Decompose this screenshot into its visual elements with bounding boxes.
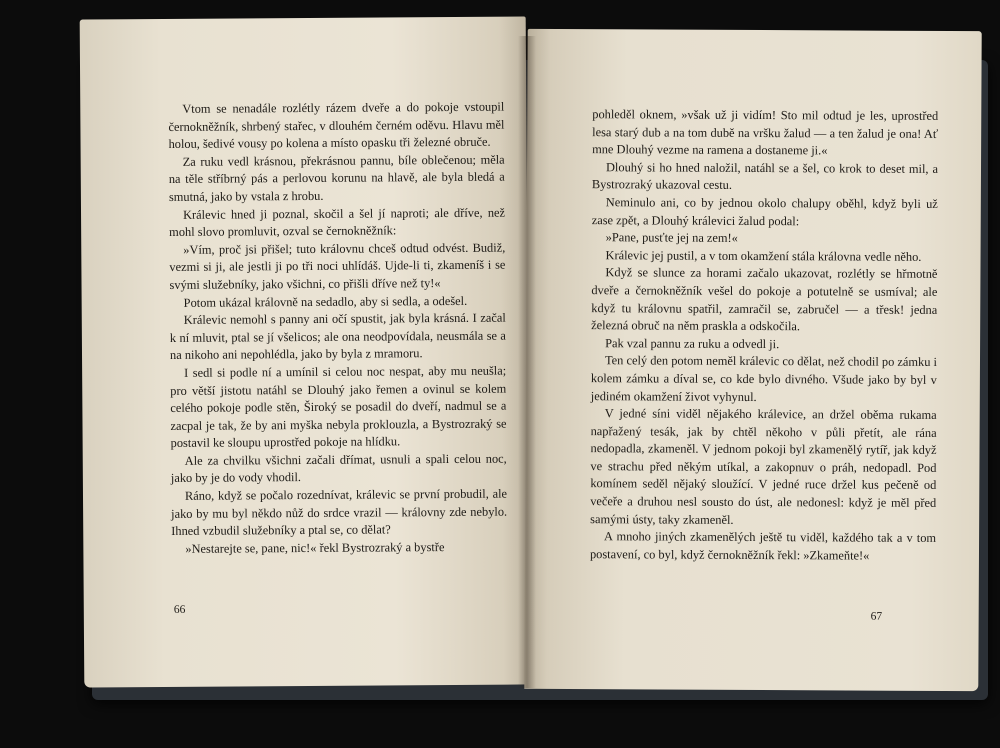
paragraph: »Pane, pusťte jej na zem!«	[605, 230, 738, 246]
book-gutter	[518, 36, 536, 688]
paragraph: Když se slunce za horami začalo ukazovat, rozlétly se hřmotně dveře a černokněžník vešel do pokoje a potutelně se usmíval; ale když tu královnu spatřil, zamračil se, zabručel — a třesk! jedna železná obruč na něm praskla a odskočila.	[591, 265, 938, 334]
paragraph: Králevic jej pustil, a v tom okamžení stála královna vedle něho.	[605, 247, 922, 264]
paragraph: Ráno, když se počalo rozednívat, králevic se první probudil, ale jako by mu byl někdo nůž do srdce vrazil — královny zde nebylo. Ihned vzbudil služebníky a ptal se, co dělat?	[171, 486, 508, 539]
page-number-right: 67	[870, 610, 883, 623]
paragraph: Potom ukázal královně na sedadlo, aby si sedla, a odešel.	[183, 293, 468, 310]
paragraph: Králevic nemohl s panny ani očí spustit, jak byla krásná. I začal k ní mluvit, ptal se jí všelicos; ale ona neodpovídala, neusmála se a na nikoho ani nepohlédla, jako by byla z mramoru.	[169, 310, 506, 363]
left-page-text	[168, 99, 507, 559]
right-page-text	[590, 106, 938, 565]
left-page	[80, 16, 531, 687]
paragraph: Pak vzal pannu za ruku a odvedl ji.	[605, 335, 780, 351]
paragraph: Za ruku vedl krásnou, překrásnou pannu, bíle oblečenou; měla na těle stříbrný pás a perlovou korunu na hlavě, ale byla bledá a smutná, jako by vstala z hrobu.	[168, 152, 505, 204]
page-number-left: 66	[173, 603, 186, 616]
paragraph: V jedné síni viděl nějakého králevice, an držel oběma rukama napřažený tesák, jak by chtěl někoho v půli přetít, ale rána nedopadla, zkameněl. V jednom pokoji byl zkamenělý rytíř, jak když ve strachu před někým utíkal, a zakopnuv o práh, nedopadl. Pod komínem seděl nějaký sloužící. V jedné ruce držel kus pečeně od večeře a druhou nesl sousto do úst, ale nedonesl: když je měl před samými ústy, taky zkameněl.	[590, 406, 937, 527]
paragraph: »Nestarejte se, pane, nic!« řekl Bystrozraký a bystře	[185, 539, 445, 556]
paragraph: Ale za chvilku všichni začali dřímat, usnuli a spali celou noc, jako by je do vody vhodil.	[170, 451, 507, 486]
paragraph: Králevic hned ji poznal, skočil a šel jí naproti; ale dříve, než mohl slovo promluvit, ozval se černokněžník:	[169, 205, 506, 240]
right-page	[524, 29, 981, 691]
paragraph: pohleděl oknem, »však už ji vidím! Sto mil odtud je les, uprostřed lesa starý dub a na tom dubě na vršku žalud — a ten žalud je ona! Ať mne Dlouhý vezme na ramena a dostaneme ji.«	[592, 107, 939, 158]
paragraph: Dlouhý si ho hned naložil, natáhl se a šel, co krok to deset mil, a Bystrozraký ukazoval cestu.	[591, 160, 939, 193]
paragraph: Ten celý den potom neměl králevic co dělat, než chodil po zámku i kolem zámku a díval se, co kde bylo divného. Všude jako by byl v jediném okamžení život vyhynul.	[590, 353, 938, 404]
paragraph: Vtom se nenadále rozlétly rázem dveře a do pokoje vstoupil černokněžník, shrbený stařec, v dlouhém černém oděvu. Hlavu měl holou, šedivé vousy po kolena a místo opasku tři železné obruče.	[168, 99, 505, 152]
paragraph: Neminulo ani, co by jednou okolo chalupy oběhl, když byli už zase zpět, a Dlouhý králevici žalud podal:	[591, 195, 938, 228]
paragraph: I sedl si podle ní a umínil si celou noc nespat, aby mu neušla; pro větší jistotu natáhl se Dlouhý jako řemen a ovinul se kolem celého pokoje podle stěn, Široký se posadil do dveří, nadmul se a zacpal je tak, že by ani myška nebyla proklouzla, a Bystrozraký se postavil ke sloupu uprostřed pokoje na hlídku.	[170, 363, 507, 451]
paragraph: A mnoho jiných zkamenělých ještě tu viděl, každého tak a v tom postavení, co byl, když černokněžník řekl: »Zkameňte!«	[589, 529, 937, 563]
paragraph: »Vím, proč jsi přišel; tuto královnu chceš odtud odvést. Budiž, vezmi si ji, ale jestli ji po tři noci uhlídáš. Ujde-li ti, zkameníš i se svými služebníky, jako všichni, co přišli dříve než ty!«	[169, 240, 506, 292]
